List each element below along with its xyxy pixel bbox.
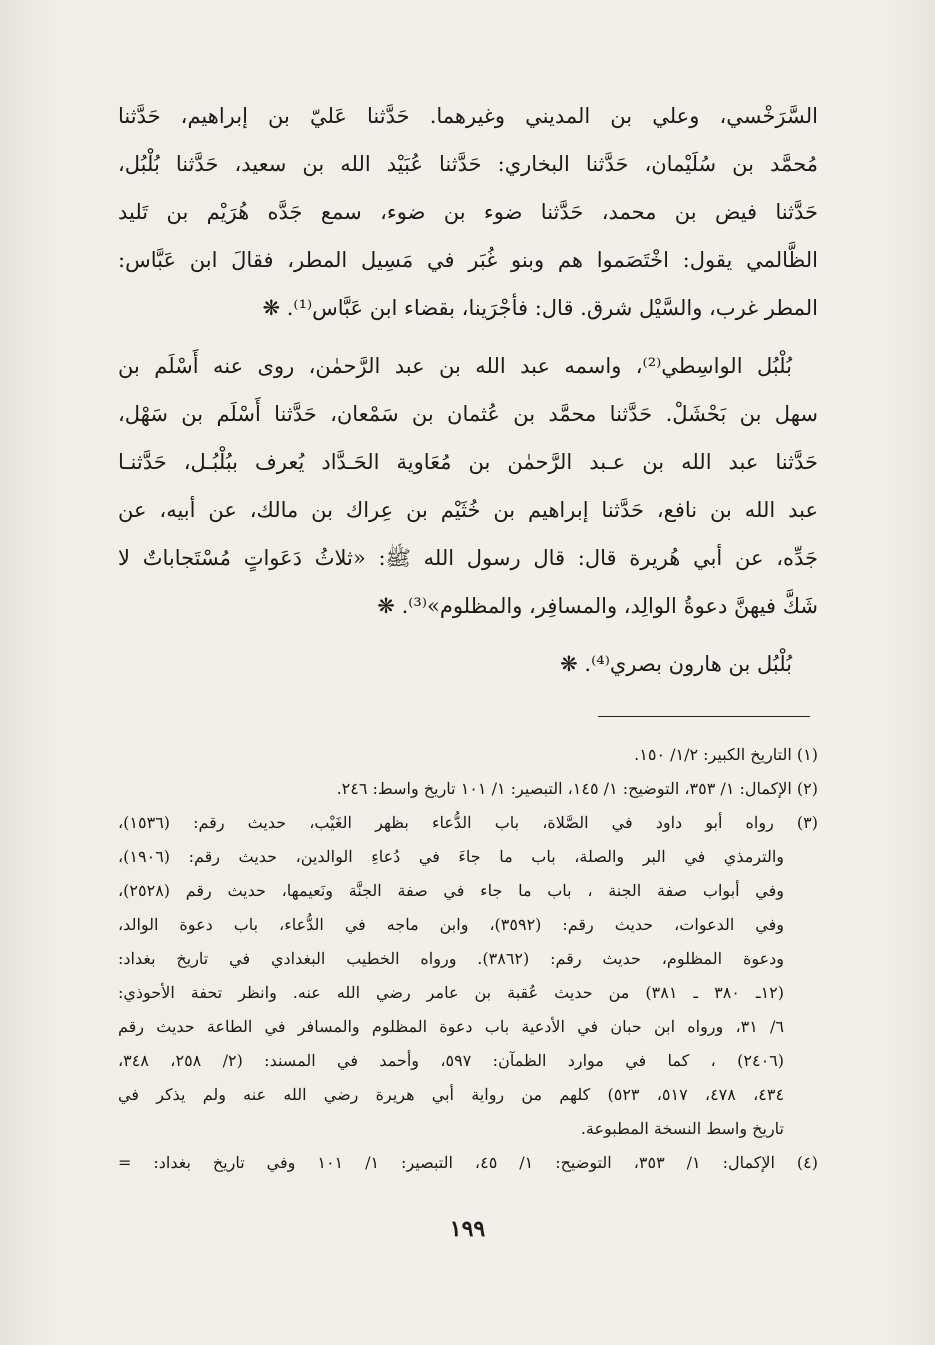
footnote-line: (١٢ـ ٣٨٠ ـ ٣٨١) من حديث عُقبة بن عامر رضي الله عنه. وانظر تحفة الأحوذي: xyxy=(118,983,784,1002)
text-line: سهل بن بَحْشَلْ. حَدَّثنا محمَّد بن عُثمان بن سَمْعان، حَدَّثنا أَسْلَم بن سَهْل، xyxy=(118,402,818,426)
page-number: ١٩٩ xyxy=(449,1216,486,1242)
footnote-line: وفي الدعوات، حديث رقم: (٣٥٩٢)، وابن ماجه في الدُّعاء، باب دعوة الوالد، xyxy=(118,915,785,934)
footnote-line: (٣) رواه أبو داود في الصَّلاة، باب الدُّعاء بظهر الغَيْب، حديث رقم: (١٥٣٦)، xyxy=(118,813,818,832)
text-line: شَكَّ فيهنَّ دعوةُ الوالِد، والمسافِر، والمظلوم»⁽³⁾. ❋ xyxy=(377,594,818,618)
text-line: مُحمَّد بن سُلَيْمان، حَدَّثنا البخاري: حَدَّثنا عُبَيْد الله بن سعيد، حَدَّثنا بُلْبُل، xyxy=(118,152,818,176)
text-line: السَّرَخْسي، وعلي بن المديني وغيرهما. حَدَّثنا عَليّ بن إبراهيم، حَدَّثنا xyxy=(118,104,818,128)
footnote-line: (٢) الإكمال: ١/ ٣٥٣، التوضيح: ١/ ١٤٥، التبصير: ١/ ١٠١ تاريخ واسط: ٢٤٦. xyxy=(336,779,818,798)
text-line: المطر غرب، والسَّيْل شرق. قال: فأجْرَينا، بقضاء ابن عَبَّاس⁽¹⁾. ❋ xyxy=(262,296,818,320)
footnote-line: ٦/ ٣١، ورواه ابن حبان في الأدعية باب دعوة المظلوم والمسافر في الطاعة حديث رقم xyxy=(118,1017,785,1036)
footnotes-block xyxy=(118,738,818,1180)
text-line: بُلْبُل بن هارون بصري⁽⁴⁾. ❋ xyxy=(560,652,792,676)
footnote-line: والترمذي في البر والصلة، باب ما جاءَ في دُعاءِ الوالدين، حديث رقم: (١٩٠٦)، xyxy=(118,847,784,866)
footnote-line: (١) التاريخ الكبير: ١/٢/ ١٥٠. xyxy=(634,745,818,764)
footnote-line: (٢٤٠٦) ، كما في موارد الظمآن: ٥٩٧، وأحمد في المسند: (٢/ ٢٥٨، ٣٤٨، xyxy=(118,1051,785,1070)
main-text-block xyxy=(118,92,818,688)
text-line: حَدَّثنا فيض بن محمد، حَدَّثنا ضوء بن ضوء، سمع جَدَّه هُرَيْم بن تَليد xyxy=(118,200,818,224)
footnote-separator xyxy=(598,716,810,717)
text-line: حَدَّثنا عبد الله بن عـبد الرَّحمٰن بن مُعَاوية الحَـدَّاد يُعرف ببُلْبُـل، حَدَّثنـا xyxy=(118,450,818,474)
footnote-line: (٤) الإكمال: ١/ ٣٥٣، التوضيح: ١/ ٤٥، التبصير: ١/ ١٠١ وفي تاريخ بغداد: = xyxy=(118,1153,818,1172)
footnote-line: ودعوة المظلوم، حديث رقم: (٣٨٦٢). ورواه الخطيب البغدادي في تاريخ بغداد: xyxy=(118,949,785,968)
paragraph-gap xyxy=(118,630,818,640)
text-line: بُلْبُل الواسِطي⁽²⁾، واسمه عبد الله بن عبد الرَّحمٰن، روى عنه أَسْلَم بن xyxy=(118,354,792,378)
footnote-line: وفي أبواب صفة الجنة ، باب ما جاء في صفة الجنَّة ونَعيمها، حديث رقم (٢٥٢٨)، xyxy=(118,881,784,900)
footnote-line: تاريخ واسط النسخة المطبوعة. xyxy=(580,1119,784,1138)
footnote-line: ٤٣٤، ٤٧٨، ٥١٧، ٥٢٣) كلهم من رواية أبي هريرة رضي الله عنه ولم يذكر في xyxy=(118,1085,785,1104)
text-line: الظَّالمي يقول: اخْتَصَموا هم وبنو غُبَر في مَسِيل المطر، فقالَ ابن عَبَّاس: xyxy=(118,248,818,272)
paragraph-gap xyxy=(118,332,818,342)
text-line: عبد الله بن نافع، حَدَّثنا إبراهيم بن خُثَيْم بن عِراك بن مالك، عن أبيه، عن xyxy=(118,498,818,522)
text-line: جَدِّه، عن أبي هُريرة قال: قال رسول الله ﷺ: «ثلاثُ دَعَواتٍ مُسْتَجاباتٌ لا xyxy=(118,546,818,570)
